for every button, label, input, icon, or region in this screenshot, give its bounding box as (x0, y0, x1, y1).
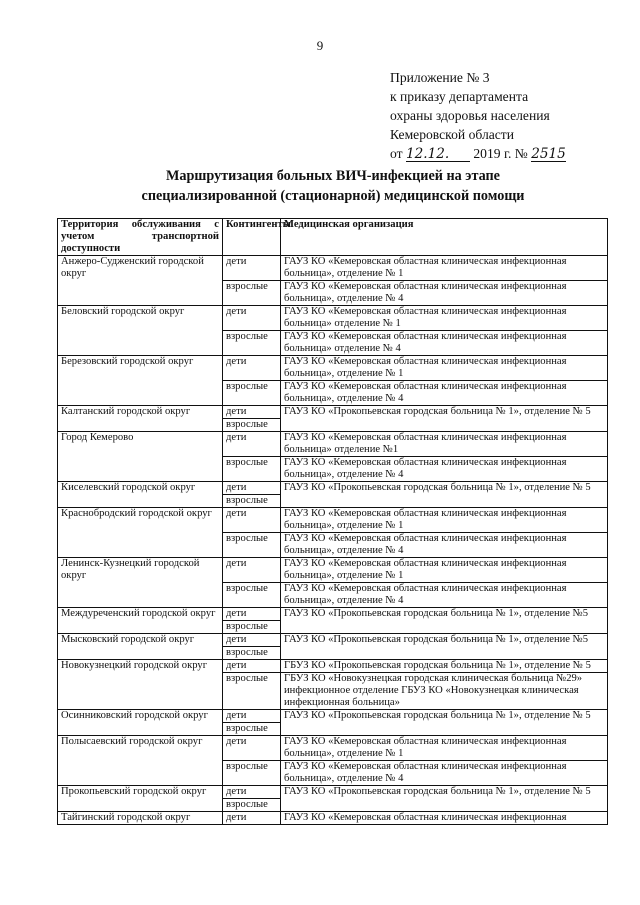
contingent-cell: взрослые (223, 381, 281, 406)
table-row (58, 432, 608, 457)
header-territory: Территория обслуживания с учетом транспортной доступности (58, 219, 223, 256)
territory-cell: Березовский городской округ (58, 356, 223, 406)
title-line-1: Маршрутизация больных ВИЧ-инфекцией на этапе (166, 168, 500, 184)
territory-cell: Междуреченский городской округ (58, 608, 223, 634)
header-organization: Медицинская организация (281, 219, 608, 256)
contingent-cell: дети (223, 660, 281, 673)
contingent-cell: взрослые (223, 419, 281, 432)
routing-table (57, 218, 608, 825)
contingent-cell: взрослые (223, 583, 281, 608)
contingent-cell: дети (223, 608, 281, 621)
territory-cell: Город Кемерово (58, 432, 223, 482)
contingent-cell: взрослые (223, 457, 281, 482)
territory-cell: Новокузнецкий городской округ (58, 660, 223, 710)
organization-cell: ГАУЗ КО «Кемеровская областная клиническая инфекционная больница» отделение №1 (281, 432, 608, 457)
appendix-line-1: Приложение № 3 (390, 70, 490, 85)
organization-cell: ГАУЗ КО «Кемеровская областная клиническая инфекционная больница», отделение № 4 (281, 457, 608, 482)
territory-cell: Анжеро-Судженский городской округ (58, 256, 223, 306)
contingent-cell: дети (223, 482, 281, 495)
contingent-cell: взрослые (223, 673, 281, 710)
appendix-line-2: к приказу департамента (390, 89, 529, 104)
contingent-cell: дети (223, 812, 281, 825)
contingent-cell: взрослые (223, 621, 281, 634)
organization-cell: ГАУЗ КО «Кемеровская областная клиническая инфекционная больница», отделение № 4 (281, 533, 608, 558)
handwritten-number: 2515 (531, 146, 566, 162)
date-prefix: от (390, 146, 403, 161)
organization-cell: ГАУЗ КО «Кемеровская областная клиническая инфекционная больница», отделение № 4 (281, 381, 608, 406)
handwritten-date: 12.12. (406, 147, 470, 162)
table-row (58, 356, 608, 381)
territory-cell: Калтанский городской округ (58, 406, 223, 432)
organization-cell: ГАУЗ КО «Кемеровская областная клиническая инфекционная больница», отделение № 1 (281, 256, 608, 281)
table-row (58, 660, 608, 673)
table-row (58, 736, 608, 761)
organization-cell: ГАУЗ КО «Кемеровская областная клиническая инфекционная больница», отделение № 4 (281, 583, 608, 608)
appendix-block (390, 68, 566, 163)
document-title (60, 166, 606, 206)
organization-cell: ГАУЗ КО «Прокопьевская городская больница № 1», отделение №5 (281, 608, 608, 634)
table-row (58, 508, 608, 533)
contingent-cell: дети (223, 256, 281, 281)
organization-cell: ГБУЗ КО «Новокузнецкая городская клиническая больница №29» инфекционное отделение ГБУЗ КО «Новокузнецкая клиническая инфекционная больница» (281, 673, 608, 710)
contingent-cell: дети (223, 710, 281, 723)
organization-cell: ГАУЗ КО «Прокопьевская городская больница № 1», отделение № 5 (281, 406, 608, 432)
title-line-2: специализированной (стационарной) медицинской помощи (141, 188, 525, 204)
table-row (58, 812, 608, 825)
organization-cell: ГАУЗ КО «Кемеровская областная клиническая инфекционная больница», отделение № 4 (281, 281, 608, 306)
organization-cell: ГАУЗ КО «Кемеровская областная клиническая инфекционная (281, 812, 608, 825)
page-number: 9 (316, 38, 324, 53)
contingent-cell: дети (223, 508, 281, 533)
table-row (58, 558, 608, 583)
territory-cell: Прокопьевский городской округ (58, 786, 223, 812)
territory-cell: Осинниковский городской округ (58, 710, 223, 736)
organization-cell: ГАУЗ КО «Кемеровская областная клиническая инфекционная больница», отделение № 4 (281, 761, 608, 786)
territory-cell: Полысаевский городской округ (58, 736, 223, 786)
territory-cell: Тайгинский городской округ (58, 812, 223, 825)
contingent-cell: взрослые (223, 533, 281, 558)
table-row (58, 306, 608, 331)
table-row (58, 608, 608, 621)
table-row (58, 786, 608, 799)
organization-cell: ГАУЗ КО «Прокопьевская городская больница № 1», отделение № 5 (281, 786, 608, 812)
table-row (58, 634, 608, 647)
organization-cell: ГАУЗ КО «Прокопьевская городская больница № 1», отделение № 5 (281, 482, 608, 508)
contingent-cell: взрослые (223, 331, 281, 356)
territory-cell: Краснобродский городской округ (58, 508, 223, 558)
header-contingent: Контингенты (223, 219, 281, 256)
contingent-cell: дети (223, 432, 281, 457)
table-row (58, 256, 608, 281)
territory-cell: Беловский городской округ (58, 306, 223, 356)
contingent-cell: дети (223, 786, 281, 799)
territory-cell: Киселевский городской округ (58, 482, 223, 508)
contingent-cell: дети (223, 634, 281, 647)
territory-cell: Мысковский городской округ (58, 634, 223, 660)
appendix-line-3: охраны здоровья населения (390, 108, 550, 123)
organization-cell: ГАУЗ КО «Кемеровская областная клиническая инфекционная больница», отделение № 1 (281, 558, 608, 583)
table-row (58, 482, 608, 495)
contingent-cell: взрослые (223, 723, 281, 736)
organization-cell: ГАУЗ КО «Кемеровская областная клиническая инфекционная больница» отделение № 1 (281, 306, 608, 331)
appendix-date-line (390, 144, 566, 163)
organization-cell: ГБУЗ КО «Прокопьевская городская больница № 1», отделение № 5 (281, 660, 608, 673)
organization-cell: ГАУЗ КО «Кемеровская областная клиническая инфекционная больница» отделение № 4 (281, 331, 608, 356)
contingent-cell: взрослые (223, 647, 281, 660)
table-header-row (58, 219, 608, 256)
organization-cell: ГАУЗ КО «Кемеровская областная клиническая инфекционная больница», отделение № 1 (281, 356, 608, 381)
organization-cell: ГАУЗ КО «Прокопьевская городская больница № 1», отделение №5 (281, 634, 608, 660)
contingent-cell: взрослые (223, 799, 281, 812)
year-text: 2019 г. № (473, 146, 528, 161)
table-row (58, 406, 608, 419)
appendix-line-4: Кемеровской области (390, 127, 515, 142)
contingent-cell: дети (223, 306, 281, 331)
contingent-cell: дети (223, 558, 281, 583)
organization-cell: ГАУЗ КО «Прокопьевская городская больница № 1», отделение № 5 (281, 710, 608, 736)
contingent-cell: дети (223, 406, 281, 419)
table-body (58, 256, 608, 825)
organization-cell: ГАУЗ КО «Кемеровская областная клиническая инфекционная больница», отделение № 1 (281, 736, 608, 761)
contingent-cell: взрослые (223, 281, 281, 306)
contingent-cell: дети (223, 356, 281, 381)
contingent-cell: взрослые (223, 495, 281, 508)
contingent-cell: взрослые (223, 761, 281, 786)
territory-cell: Ленинск-Кузнецкий городской округ (58, 558, 223, 608)
organization-cell: ГАУЗ КО «Кемеровская областная клиническая инфекционная больница», отделение № 1 (281, 508, 608, 533)
contingent-cell: дети (223, 736, 281, 761)
table-row (58, 710, 608, 723)
